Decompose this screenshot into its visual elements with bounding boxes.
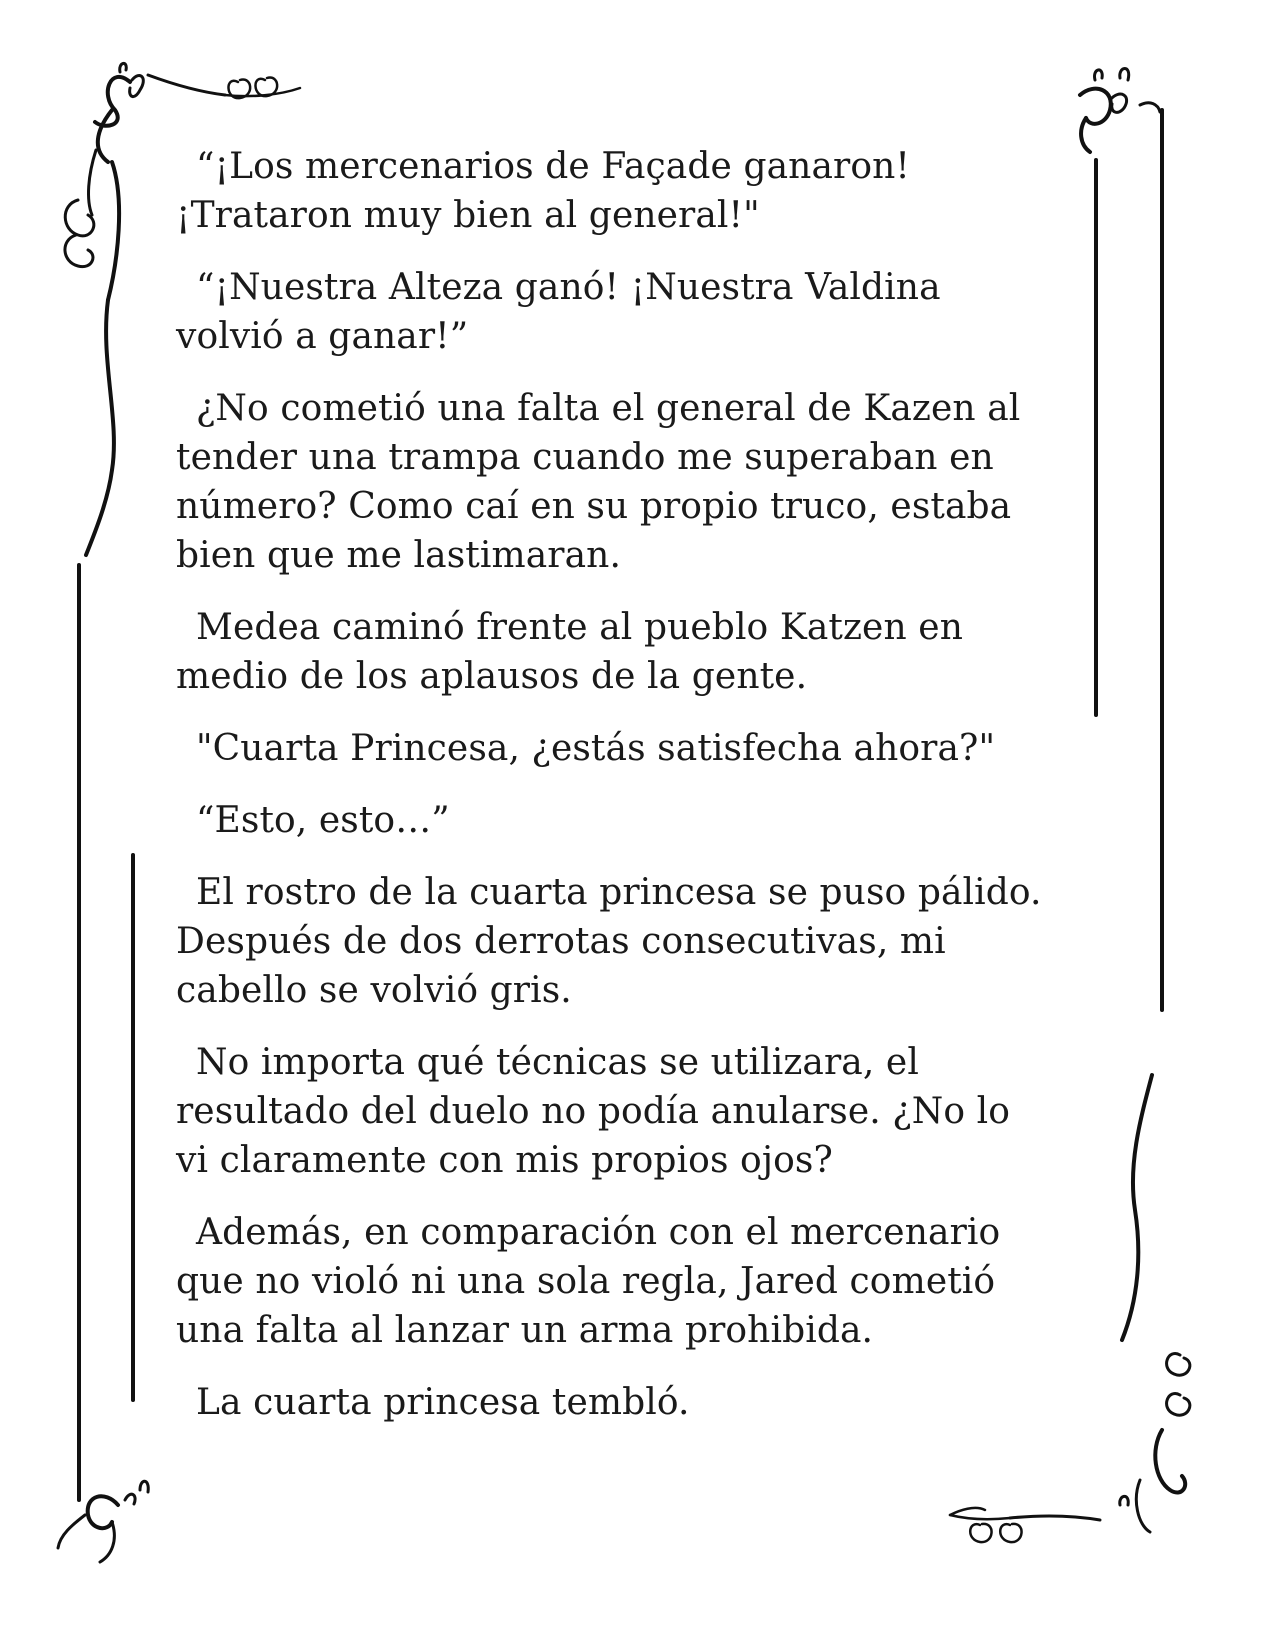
paragraph-5: "Cuarta Princesa, ¿estás satisfecha ahora?" — [196, 728, 996, 769]
bottom-left-flourish-icon — [58, 1481, 148, 1562]
text-block — [176, 142, 1076, 1450]
paragraph-7: El rostro de la cuarta princesa se puso pálido. Después de dos derrotas consecutivas, mi cabello se volvió gris. — [176, 872, 1042, 1011]
paragraph-9: Además, en comparación con el mercenario que no violó ni una sola regla, Jared cometió una falta al lanzar un arma prohibida. — [176, 1212, 1001, 1351]
paragraph-1: “¡Los mercenarios de Façade ganaron! ¡Trataron muy bien al general!" — [176, 146, 910, 236]
top-right-flourish-icon — [1080, 69, 1160, 153]
paragraph-10: La cuarta princesa tembló. — [196, 1382, 690, 1423]
paragraph-2: “¡Nuestra Alteza ganó! ¡Nuestra Valdina volvió a ganar!” — [176, 267, 941, 357]
paragraph-3: ¿No cometió una falta el general de Kazen al tender una trampa cuando me superaban en número? Como caí en su propio truco, estaba bien que me lastimaran. — [176, 388, 1021, 576]
paragraph-6: “Esto, esto…” — [196, 800, 450, 841]
paragraph-8: No importa qué técnicas se utilizara, el resultado del duelo no podía anularse. ¿No lo vi claramente con mis propios ojos? — [176, 1042, 1011, 1181]
paragraph-4: Medea caminó frente al pueblo Katzen en medio de los aplausos de la gente. — [176, 607, 963, 697]
